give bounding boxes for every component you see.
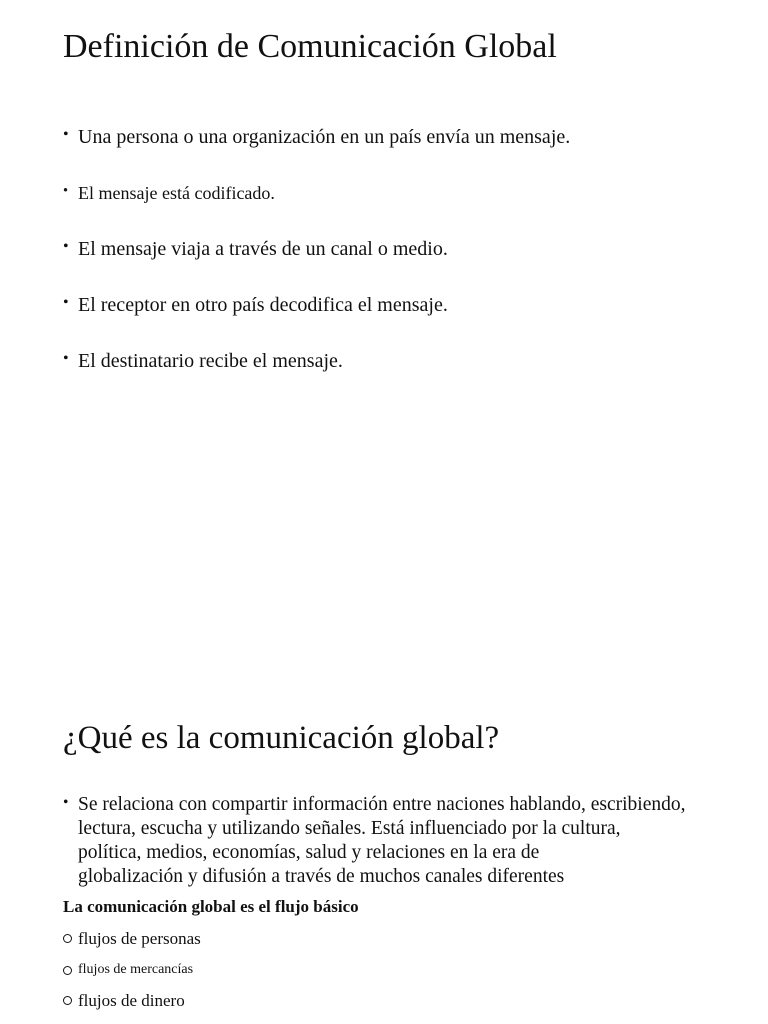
circle-bullet-icon [63, 966, 72, 975]
slide2-bullet-list [63, 793, 768, 889]
circle-bullet-icon [63, 996, 72, 1005]
flow-list [63, 928, 201, 1021]
bullet-item: • El receptor en otro país decodifica el mensaje. [63, 292, 570, 318]
bullet-item: • Una persona o una organización en un país envía un mensaje. [63, 124, 570, 150]
flow-item-label: flujos de personas [78, 929, 201, 948]
paragraph-line: Se relaciona con compartir información entre naciones hablando, escribiendo, [78, 794, 686, 815]
bullet-item: • El mensaje está codificado. [63, 180, 570, 206]
paragraph-line: lectura, escucha y utilizando señales. Está influenciado por la cultura, [78, 818, 621, 839]
slide1-title: Definición de Comunicación Global [63, 28, 557, 65]
circle-bullet-icon [63, 934, 72, 943]
slide-que-es [0, 690, 768, 1024]
flow-item [63, 990, 201, 1012]
slide2-title: ¿Qué es la comunicación global? [63, 720, 500, 756]
bullet-item-paragraph [63, 793, 768, 889]
flow-item [63, 959, 201, 981]
slide1-bullet-list [63, 124, 570, 404]
paragraph-line: política, medios, economías, salud y relaciones en la era de [78, 842, 540, 863]
flow-item-label: flujos de dinero [78, 991, 185, 1010]
bullet-item: • El mensaje viaja a través de un canal o medio. [63, 236, 570, 262]
flow-subheading: La comunicación global es el flujo básico [63, 897, 359, 916]
paragraph-line: globalización y difusión a través de muchos canales diferentes [78, 866, 565, 887]
flow-item-label: flujos de mercancías [78, 962, 194, 977]
bullet-item: • El destinatario recibe el mensaje. [63, 348, 570, 374]
flow-item [63, 928, 201, 950]
